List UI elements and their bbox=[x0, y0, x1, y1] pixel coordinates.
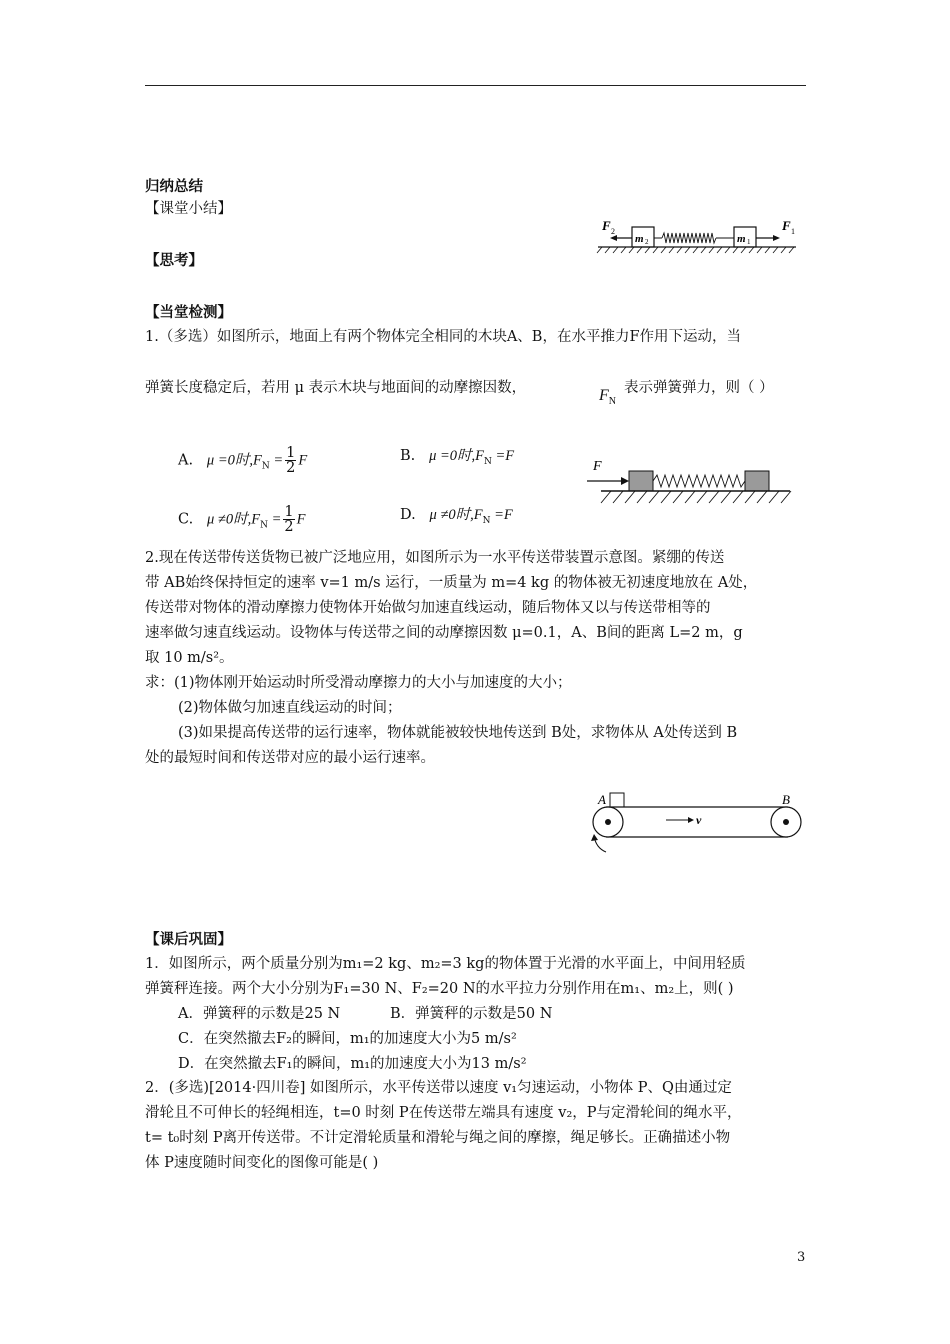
test-q2-line: 2.现在传送带传送货物已被广泛地应用，如图所示为一水平传送带装置示意图。紧绷的传送 bbox=[145, 550, 725, 566]
test-q1-option-a: A. μ =0时$,F_N$ = $\frac{1}{2}$ F bbox=[178, 445, 308, 476]
after-q1-line: 1．如图所示，两个质量分别为m₁=2 kg、m₂=3 kg的物体置于光滑的水平面上，中间用轻质 bbox=[145, 956, 746, 972]
test-q1-line1: 1.（多选）如图所示，地面上有两个物体完全相同的木块A、B，在水平推力F作用下运动，当 bbox=[145, 329, 742, 345]
test-q2-line: 求：(1)物体刚开始运动时所受滑动摩擦力的大小与加速度的大小； bbox=[145, 675, 572, 691]
heading-class-summary: 【课堂小结】 bbox=[145, 201, 232, 217]
after-q1-option-a: A．弹簧秤的示数是25 N bbox=[178, 1006, 341, 1022]
after-q1-option-c: C．在突然撤去F₂的瞬间，m₁的加速度大小为5 m/s² bbox=[178, 1031, 517, 1047]
spring bbox=[653, 475, 745, 487]
heading-in-class-test: 【当堂检测】 bbox=[145, 305, 232, 321]
spring bbox=[662, 233, 716, 243]
test-q1-option-d: D. μ ≠0时$,F_N =F$ bbox=[400, 507, 513, 526]
svg-text:2: 2 bbox=[645, 238, 649, 246]
svg-text:1: 1 bbox=[747, 238, 751, 246]
two-block-spring-figure bbox=[596, 212, 806, 262]
fn-symbol: $F_N$ bbox=[599, 387, 617, 408]
test-q1-option-c: C. μ ≠0时$,F_N$ = $\frac{1}{2}$ F bbox=[178, 504, 306, 535]
after-q2-line: t= t₀时刻 P离开传送带。不计定滑轮质量和滑轮与绳之间的摩擦，绳足够长。正确描述小物 bbox=[145, 1130, 731, 1146]
block-b bbox=[745, 471, 769, 491]
heading-after-class: 【课后巩固】 bbox=[145, 932, 232, 948]
after-q2-line: 滑轮且不可伸长的轻绳相连，t=0 时刻 P在传送带左端具有速度 v₂，P与定滑轮间的绳水平， bbox=[145, 1105, 742, 1121]
after-q1-option-b: B．弹簧秤的示数是50 N bbox=[390, 1006, 553, 1022]
svg-text:m: m bbox=[635, 233, 644, 245]
test-q2-line: 处的最短时间和传送带对应的最小运行速率。 bbox=[145, 750, 435, 766]
test-q2-line: 取 10 m/s²。 bbox=[145, 650, 234, 666]
header-rule bbox=[145, 85, 806, 86]
point-b-label: B bbox=[782, 792, 790, 807]
after-q2-line: 体 P速度随时间变化的图像可能是( ) bbox=[145, 1155, 379, 1171]
velocity-label: v bbox=[696, 813, 702, 827]
block-a bbox=[629, 471, 653, 491]
f2-sub: 2 bbox=[611, 227, 615, 236]
f1-label: F bbox=[782, 218, 791, 233]
conveyor-belt-figure bbox=[590, 788, 805, 858]
page-number: 3 bbox=[797, 1250, 806, 1265]
after-q2-line: 2．(多选)[2014·四川卷] 如图所示，水平传送带以速度 v₁匀速运动，小物体 P、Q由通过定 bbox=[145, 1080, 732, 1096]
test-q1-line2b: 表示弹簧弹力，则（ ） bbox=[624, 380, 774, 396]
heading-summary: 归纳总结 bbox=[145, 179, 203, 195]
test-q2-line: 带 AB始终保持恒定的速率 v=1 m/s 运行，一质量为 m=4 kg 的物体被无初速度地放在 A处， bbox=[145, 575, 758, 591]
heading-thinking: 【思考】 bbox=[145, 253, 203, 269]
test-q2-line: (3)如果提高传送带的运行速率，物体就能被较快地传送到 B处，求物体从 A处传送到 B bbox=[178, 725, 738, 741]
f1-sub: 1 bbox=[791, 227, 795, 236]
push-spring-figure bbox=[585, 455, 795, 510]
cargo-box bbox=[610, 793, 624, 807]
after-q1-line: 弹簧秤连接。两个大小分别为F₁=30 N、F₂=20 N的水平拉力分别作用在m₁、m₂上，则( ) bbox=[145, 981, 734, 997]
f2-label: F bbox=[602, 218, 611, 233]
test-q2-line: 速率做匀速直线运动。设物体与传送带之间的动摩擦因数 μ=0.1，A、B间的距离 L=2 m，g bbox=[145, 625, 743, 641]
test-q2-line: (2)物体做匀加速直线运动的时间； bbox=[178, 700, 402, 716]
test-q1-line2a: 弹簧长度稳定后，若用 μ 表示木块与地面间的动摩擦因数， bbox=[145, 380, 527, 396]
test-q1-option-b: B. μ =0时$,F_N =F$ bbox=[400, 448, 515, 467]
test-q2-line: 传送带对物体的滑动摩擦力使物体开始做匀加速直线运动，随后物体又以与传送带相等的 bbox=[145, 600, 711, 616]
push-force-label: F bbox=[593, 459, 602, 474]
after-q1-option-d: D．在突然撤去F₁的瞬间，m₁的加速度大小为13 m/s² bbox=[178, 1056, 527, 1072]
point-a-label: A bbox=[598, 792, 606, 807]
svg-text:m: m bbox=[737, 233, 746, 245]
